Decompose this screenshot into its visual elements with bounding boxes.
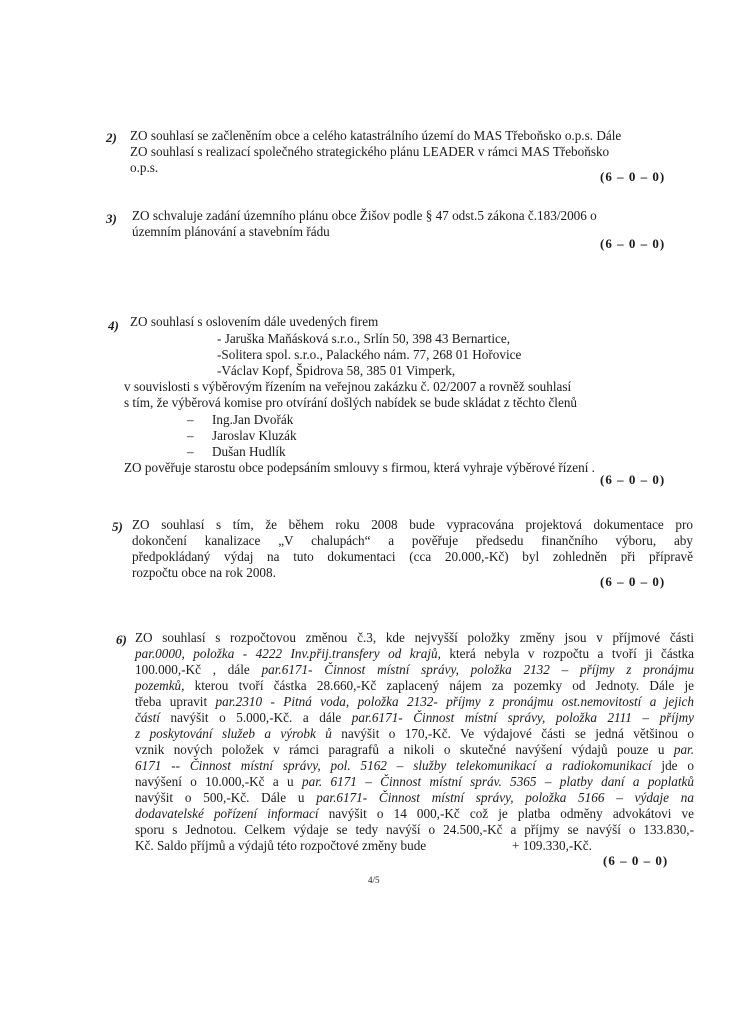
budget-code: pozemků,: [135, 678, 185, 693]
item-text-line: ZO souhlasí s tím, že během roku 2008 bude vypracována projektová dokumentace pro: [132, 517, 693, 532]
budget-code: par. 6171 – Činnost místní správ. 5365 – platby daní a poplatků: [302, 774, 694, 789]
item-number: 2): [106, 130, 117, 145]
item-text-line: ZO souhlasí se začleněním obce a celého katastrálního území do MAS Třeboňsko o.p.s. Dále: [130, 128, 622, 143]
budget-code: par.: [673, 742, 694, 757]
text-run: 100.000,-Kč , dále: [135, 662, 262, 677]
text-run: navýšit o 5.000,-Kč. a dále: [159, 710, 352, 725]
text-run: třeba upravit: [135, 694, 216, 709]
item-number: 3): [106, 211, 117, 226]
firm-entry: -Solitera spol. s.r.o., Palackého nám. 77, 268 01 Hořovice: [217, 347, 522, 362]
member-dash: –: [187, 428, 194, 443]
item-text-line: rozpočtu obce na rok 2008.: [132, 565, 276, 580]
item-text-line: [135, 694, 694, 710]
budget-code: 6171 -- Činnost místní správy, pol. 5162 – služby telekomunikací a radiokomunikací: [135, 758, 652, 773]
item-text-line: ZO schvaluje zadání územního plánu obce Žišov podle § 47 odst.5 zákona č.183/2006 o: [132, 208, 597, 223]
item-text-line: územním plánování a stavebním řádu: [132, 224, 330, 239]
item-text-line: [135, 742, 694, 758]
vote-result: (6 – 0 – 0): [600, 472, 666, 487]
budget-code: par.6171- Činnost místní správy, položka 2111 – příjmy: [351, 710, 694, 725]
item-text-line: ZO souhlasí s realizací společného strategického plánu LEADER v rámci MAS Třeboňsko: [130, 144, 610, 159]
text-run: jde o: [651, 758, 694, 773]
committee-member: Jaroslav Kluzák: [212, 428, 297, 443]
budget-code: par.0000, položka - 4222 Inv.přij.transfery od krajů,: [135, 646, 441, 661]
budget-code: částí: [135, 710, 160, 725]
item-text-line: v souvislosti s výběrovým řízením na veřejnou zakázku č. 02/2007 a rovněž souhlasí: [124, 379, 572, 394]
firm-entry: -Václav Kopf, Špidrova 58, 385 01 Vimperk,: [217, 363, 456, 378]
item-text-line: [135, 646, 694, 662]
text-run: navýšit o 14 000,-Kč což je platba odměny advokátovi ve: [318, 806, 694, 821]
vote-result: (6 – 0 – 0): [603, 853, 669, 868]
item-text-line: [135, 678, 694, 694]
vote-result: (6 – 0 – 0): [600, 169, 666, 184]
item-text-line: Kč. Saldo příjmů a výdajů této rozpočtové změny bude: [135, 838, 427, 853]
item-closing: ZO pověřuje starostu obce podepsáním smlouvy s firmou, která vyhraje výběrové řízení .: [124, 460, 595, 475]
vote-result: (6 – 0 – 0): [600, 236, 666, 251]
item-text-line: [135, 710, 694, 726]
text-run: navýšit o 500,-Kč. Dále u: [135, 790, 317, 805]
vote-result: (6 – 0 – 0): [600, 574, 666, 589]
item-text-line: s tím, že výběrová komise pro otvírání došlých nabídek se bude skládat z těchto členů: [124, 395, 578, 410]
budget-code: par.2310 - Pitná voda, položka 2132- příjmy z pronájmu ost.nemovitostí a jejich: [215, 694, 694, 709]
budget-code: dodavatelské pořízení informací: [135, 806, 319, 821]
member-dash: –: [187, 444, 194, 459]
item-number: 4): [108, 318, 119, 333]
text-run: vznik nových položek v rámci paragrafů a nikoli o skutečné navýšení výdajů pouze u: [135, 742, 674, 757]
item-text-line: [135, 758, 694, 774]
item-text-line: [135, 774, 694, 790]
text-run: navýšení o 10.000,-Kč a u: [135, 774, 302, 789]
budget-code: par.6171- Činnost místní správy, položka 5166 – výdaje na: [316, 790, 694, 805]
committee-member: Ing.Jan Dvořák: [212, 412, 294, 427]
saldo-amount: + 109.330,-Kč.: [512, 838, 592, 853]
firm-entry: - Jaruška Maňásková s.r.o., Srlín 50, 398 43 Bernartice,: [217, 331, 510, 346]
item-text-line: [135, 662, 694, 678]
member-dash: –: [187, 412, 194, 427]
text-run: navýšit o 170,-Kč. Ve výdajové části se jedná většinou o: [331, 726, 694, 741]
committee-member: Dušan Hudlík: [212, 444, 286, 459]
item-text-line: [135, 790, 694, 806]
item-text-line: dokončení kanalizace „V chalupách“ a pověřuje předsedu finančního výboru, aby: [132, 533, 693, 548]
item-text-line: předpokládaný výdaj na tuto dokumentaci (cca 20.000,-Kč) byl zohledněn při přípravě: [132, 549, 693, 564]
item-number: 5): [112, 519, 123, 534]
text-run: kterou tvoří částka 28.660,-Kč zaplacený nájem za pozemky od Jednoty. Dále je: [184, 678, 694, 693]
page-number: 4/5: [368, 875, 380, 885]
text-run: která nebyla v rozpočtu a tvoří ji částka: [440, 646, 695, 661]
item-intro: ZO souhlasí s oslovením dále uvedených firem: [130, 314, 379, 329]
item-text-line: [135, 806, 694, 822]
budget-code: z poskytování služeb a výrobk ů: [135, 726, 332, 741]
budget-code: par.6171- Činnost místní správy, položka 2132 – příjmy z pronájmu: [261, 662, 695, 677]
item-text-line: sporu s Jednotou. Celkem výdaje se tedy navýší o 24.500,-Kč a příjmy se navýší o 133.830,-: [135, 822, 694, 837]
item-text-line: ZO souhlasí s rozpočtovou změnou č.3, kde nejvyšší položky změny jsou v příjmové části: [135, 630, 694, 645]
item-text-line: o.p.s.: [130, 160, 159, 175]
item-text-line: [135, 726, 694, 742]
item-number: 6): [116, 632, 127, 647]
